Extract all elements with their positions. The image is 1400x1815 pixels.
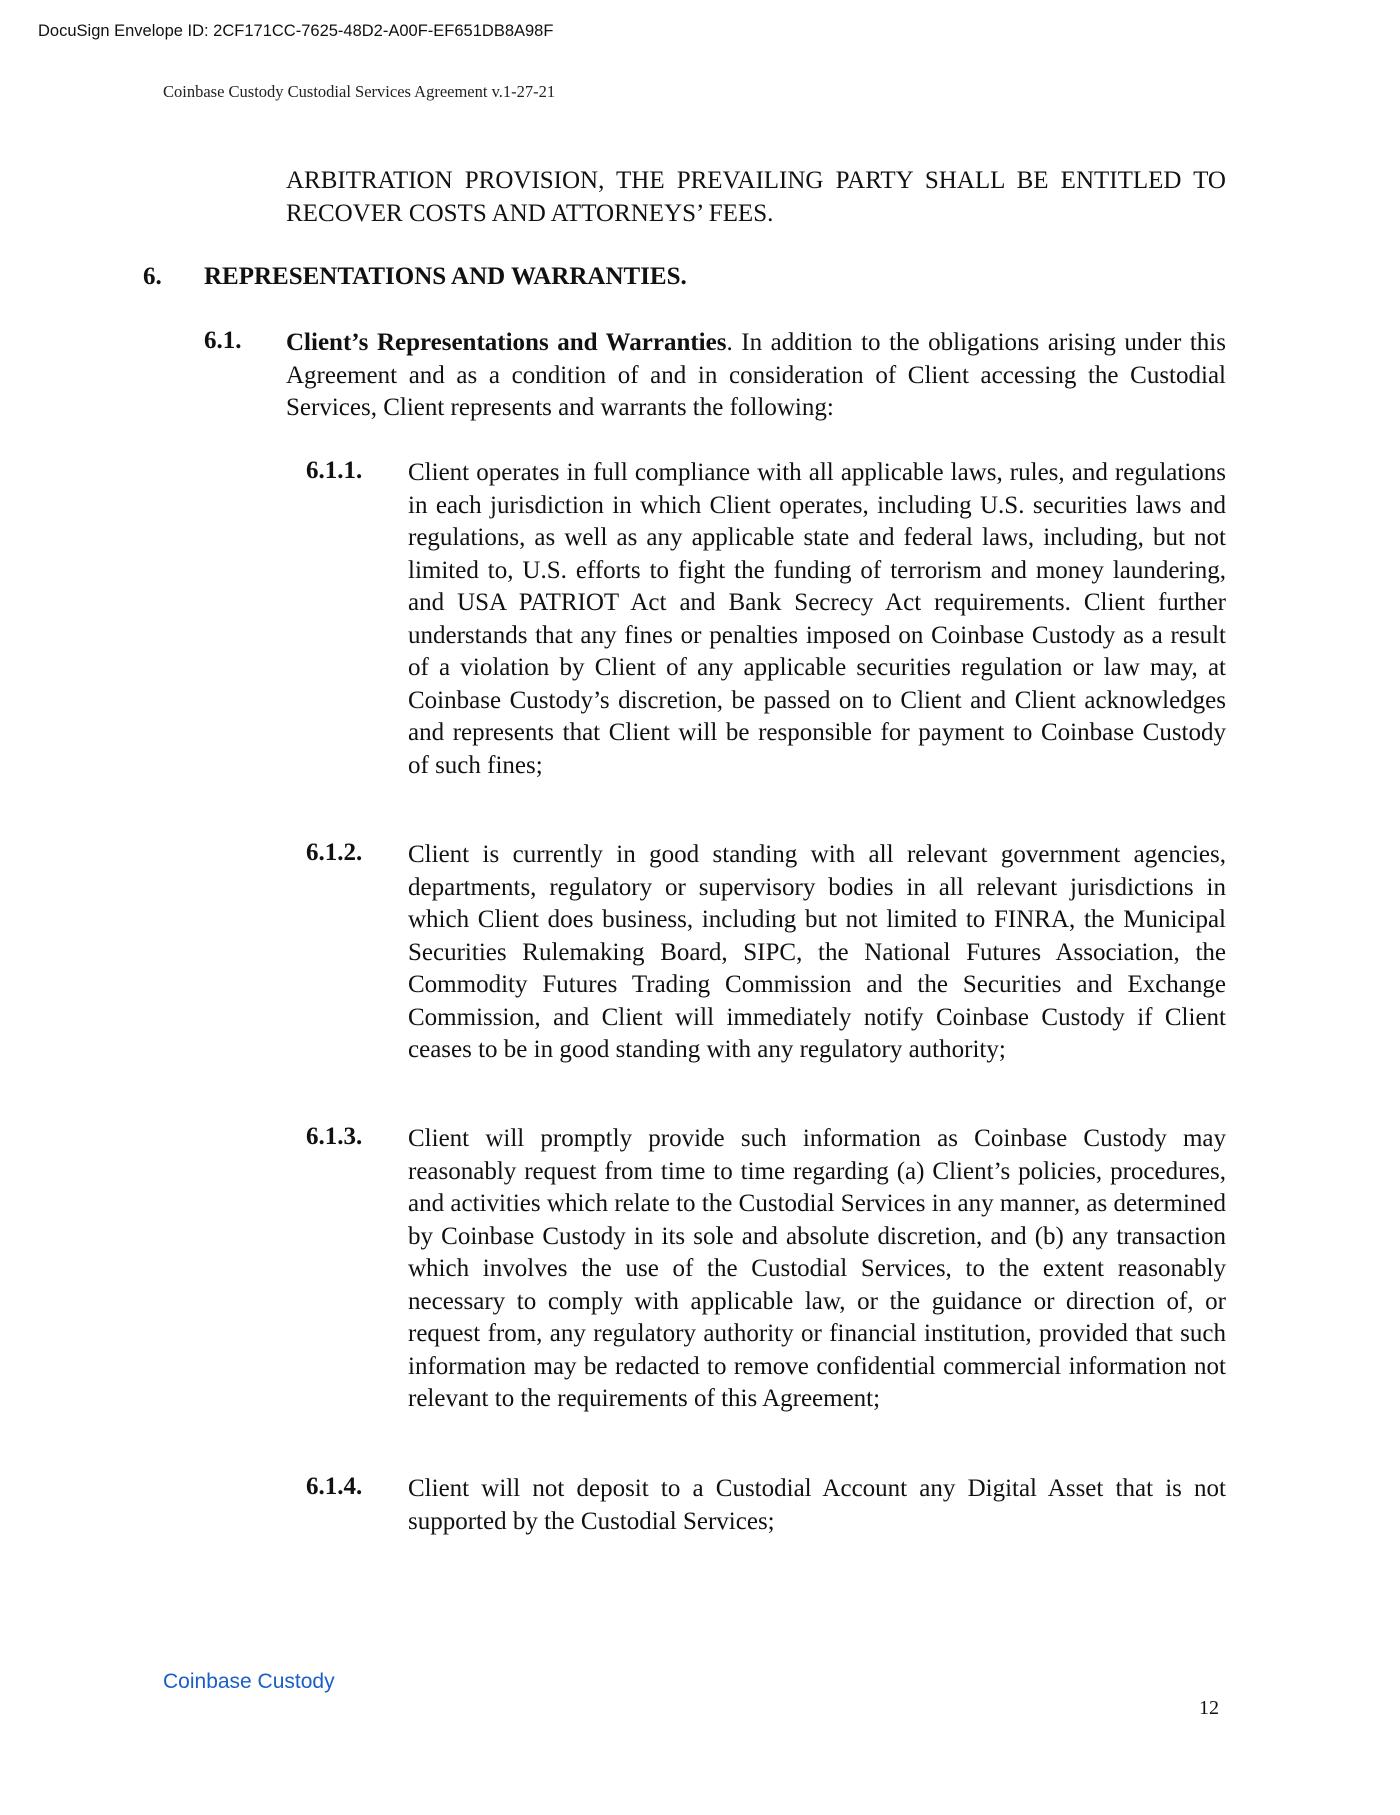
clause-number: 6.1.3. bbox=[306, 1123, 363, 1150]
subsection-text: . In addition to the obligations arising under this Agreement and as a condition of and in consideration of Client accessing the Custodial Services, Client represents and warrants the following: bbox=[286, 329, 1226, 421]
clause-number: 6.1.4. bbox=[306, 1473, 363, 1500]
section-number: 6. bbox=[143, 263, 162, 290]
clause-text: Client is currently in good standing with all relevant government agencies, departments, regulatory or supervisory bodies in all relevant jurisdictions in which Client does business, including but not limited to FINRA, the Municipal Securities Rulemaking Board, SIPC, the National Futures Association, the Commodity Futures Trading Commission and the Securities and Exchange Commission, and Client will immediately notify Coinbase Custody if Client ceases to be in good standing with any regulatory authority; bbox=[408, 841, 1226, 1063]
section-title: REPRESENTATIONS AND WARRANTIES. bbox=[204, 263, 687, 290]
footer-brand: Coinbase Custody bbox=[163, 1670, 335, 1693]
clause-number: 6.1.1. bbox=[306, 457, 363, 484]
running-header: Coinbase Custody Custodial Services Agreement v.1-27-21 bbox=[163, 82, 556, 101]
docusign-envelope-id: DocuSign Envelope ID: 2CF171CC-7625-48D2-A00F-EF651DB8A98F bbox=[38, 22, 554, 40]
subsection-paragraph bbox=[286, 327, 1226, 425]
subsection-number: 6.1. bbox=[204, 327, 242, 354]
clause-text: Client will not deposit to a Custodial Account any Digital Asset that is not supported by the Custodial Services; bbox=[408, 1475, 1226, 1535]
page-number: 12 bbox=[1199, 1697, 1219, 1719]
clause-text: Client operates in full compliance with all applicable laws, rules, and regulations in each jurisdiction in which Client operates, including U.S. securities laws and regulations, as well as any applicable state and federal laws, including, but not limited to, U.S. efforts to fight the funding of terrorism and money laundering, and USA PATRIOT Act and Bank Secrecy Act requirements. Client further understands that any fines or penalties imposed on Coinbase Custody as a result of a violation by Client of any applicable securities regulation or law may, at Coinbase Custody’s discretion, be passed on to Client and Client acknowledges and represents that Client will be responsible for payment to Coinbase Custody of such fines; bbox=[408, 459, 1226, 779]
carryover-paragraph: ARBITRATION PROVISION, THE PREVAILING PARTY SHALL BE ENTITLED TO RECOVER COSTS AND ATTORNEYS’ FEES. bbox=[286, 167, 1226, 227]
clause-text: Client will promptly provide such information as Coinbase Custody may reasonably request from time to time regarding (a) Client’s policies, procedures, and activities which relate to the Custodial Services in any manner, as determined by Coinbase Custody in its sole and absolute discretion, and (b) any transaction which involves the use of the Custodial Services, to the extent reasonably necessary to comply with applicable law, or the guidance or direction of, or request from, any regulatory authority or financial institution, provided that such information may be redacted to remove confidential commercial information not relevant to the requirements of this Agreement; bbox=[408, 1125, 1226, 1412]
subsection-heading: Client’s Representations and Warranties bbox=[286, 329, 727, 356]
clause-number: 6.1.2. bbox=[306, 839, 363, 866]
